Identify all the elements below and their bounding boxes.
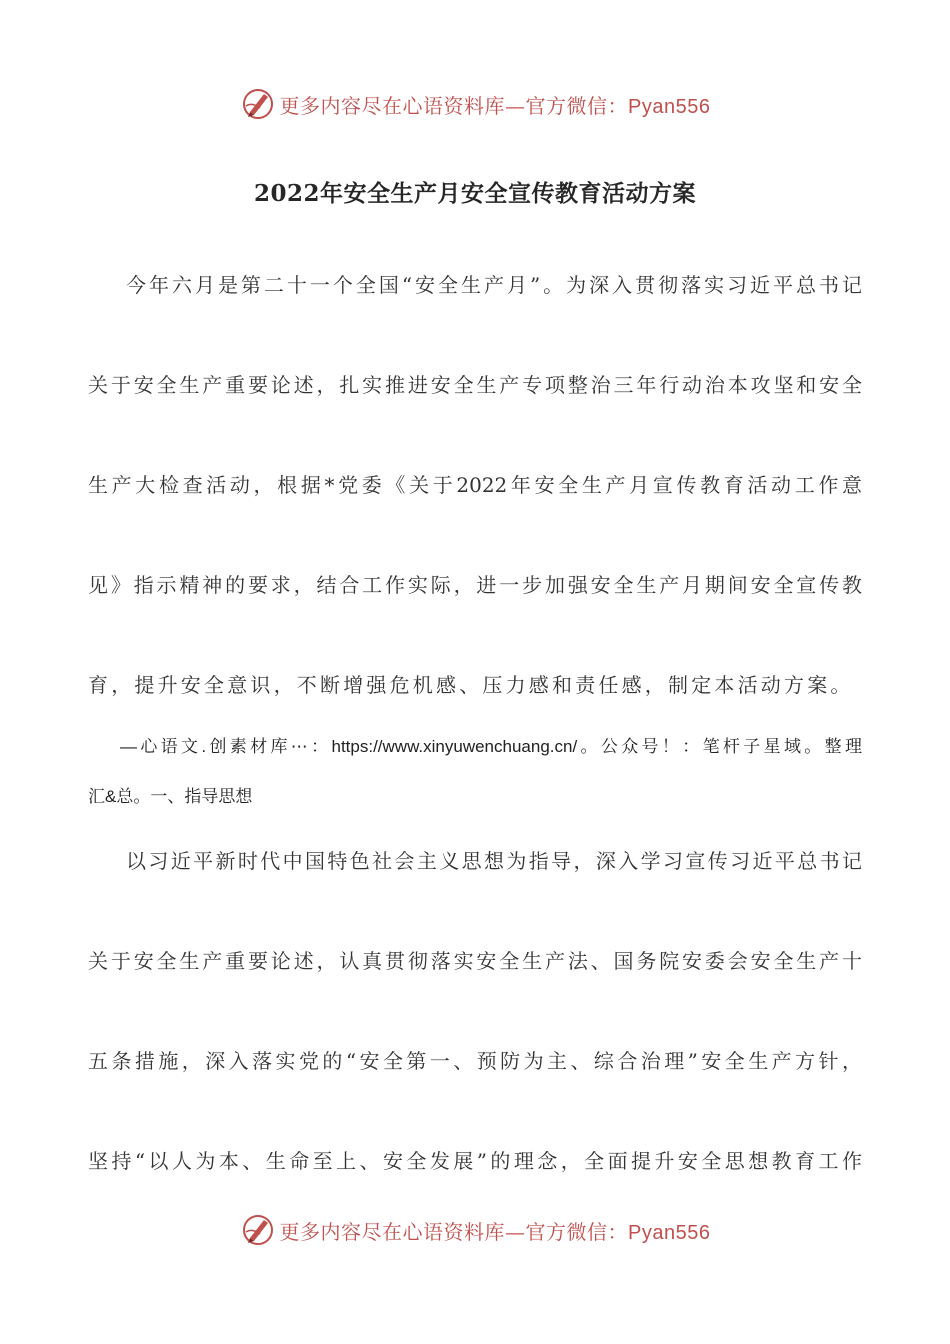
- document-title: 2022年安全生产月安全宣传教育活动方案: [253, 180, 696, 207]
- header-wechat-id: Pyan556: [628, 95, 711, 118]
- paragraph-line: 关于安全生产重要论述，扎实推进安全生产专项整治三年行动治本攻坚和安全: [88, 373, 862, 397]
- paragraph-line: 坚持“以人为本、生命至上、安全发展”的理念，全面提升安全思想教育工作: [88, 1149, 862, 1173]
- footer-wechat-id: Pyan556: [628, 1221, 711, 1244]
- section-heading-line: 汇&总。一、指导思想: [88, 787, 253, 806]
- paragraph-line: 以习近平新时代中国特色社会主义思想为指导，深入学习宣传习近平总书记: [126, 849, 862, 873]
- pen-logo-icon: [240, 86, 276, 122]
- paragraph-line: 育，提升安全意识，不断增强危机感、压力感和责任感，制定本活动方案。: [88, 673, 854, 697]
- paragraph-line: 关于安全生产重要论述，认真贯彻落实安全生产法、国务院安委会安全生产十: [88, 949, 862, 973]
- pen-logo-icon: [240, 1212, 276, 1248]
- footer-banner: [0, 1210, 950, 1250]
- paragraph-line: 生产大检查活动，根据*党委《关于2022年安全生产月宣传教育活动工作意: [88, 473, 862, 497]
- paragraph-line: 今年六月是第二十一个全国“安全生产月”。为深入贯彻落实习近平总书记: [126, 273, 862, 297]
- footer-banner-text: 更多内容尽在心语资料库—官方微信：Pyan556: [279, 1219, 711, 1244]
- header-banner-text: 更多内容尽在心语资料库—官方微信：Pyan556: [279, 93, 711, 118]
- paragraph-line: 五条措施，深入落实党的“安全第一、预防为主、综合治理”安全生产方针，: [88, 1049, 862, 1073]
- paragraph-line: 见》指示精神的要求，结合工作实际，进一步加强安全生产月期间安全宣传教: [88, 573, 862, 597]
- header-banner: [0, 84, 950, 124]
- source-note-line: —心语文.创素材库⋯：https://www.xinyuwenchuang.cn/。公众号！：笔杆子星域。整理: [120, 737, 862, 756]
